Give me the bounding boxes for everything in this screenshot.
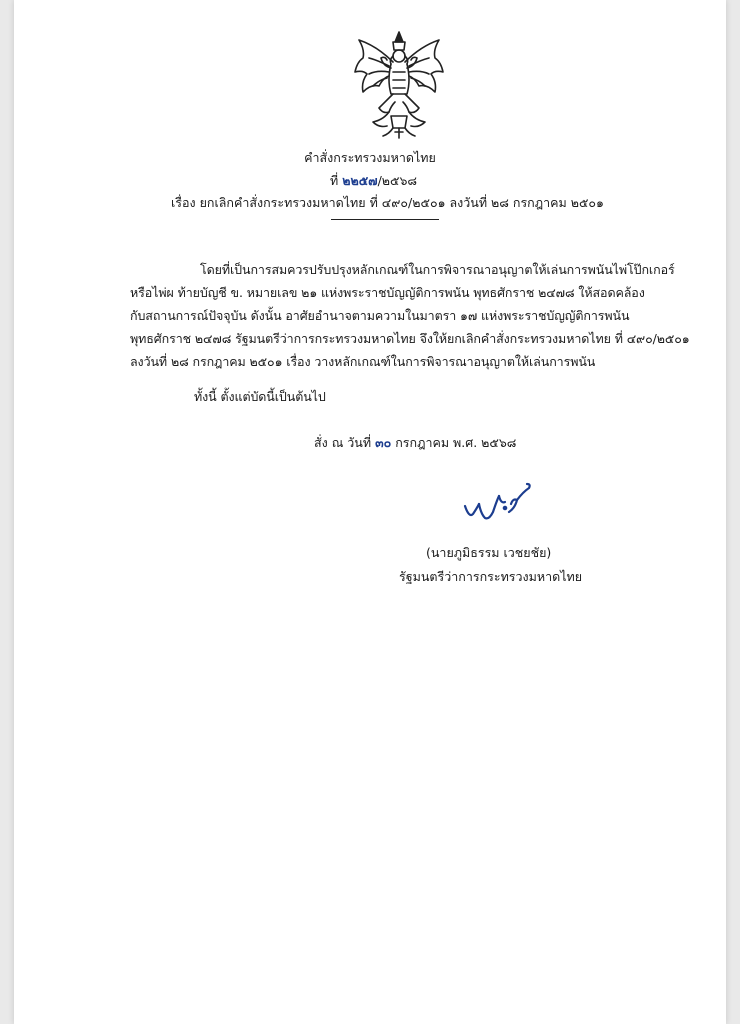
order-number-suffix: /๒๕๖๘ xyxy=(377,173,418,188)
signatory-name: (นายภูมิธรรม เวชยชัย) xyxy=(426,545,552,560)
order-date-suffix: กรกฎาคม พ.ศ. ๒๕๖๘ xyxy=(391,435,517,450)
body-line: พุทธศักราช ๒๔๗๘ รัฐมนตรีว่าการกระทรวงมหาดไทย จึงให้ยกเลิกคำสั่งกระทรวงมหาดไทย ที่ ๔๙๐/๒๕๐๑ xyxy=(130,331,690,346)
order-subject: เรื่อง ยกเลิกคำสั่งกระทรวงมหาดไทย ที่ ๔๙๐/๒๕๐๑ ลงวันที่ ๒๘ กรกฎาคม ๒๕๐๑ xyxy=(171,195,604,210)
garuda-emblem-icon xyxy=(349,28,449,140)
body-line: ลงวันที่ ๒๘ กรกฎาคม ๒๕๐๑ เรื่อง วางหลักเกณฑ์ในการพิจารณาอนุญาตให้เล่นการพนัน xyxy=(130,354,596,369)
closing-statement: ทั้งนี้ ตั้งแต่บัดนี้เป็นต้นไป xyxy=(194,389,326,404)
signatory-position: รัฐมนตรีว่าการกระทรวงมหาดไทย xyxy=(399,569,583,584)
order-date-prefix: สั่ง ณ วันที่ xyxy=(314,435,376,450)
body-line: หรือไพ่ผ ท้ายบัญชี ข. หมายเลข ๒๑ แห่งพระราชบัญญัติการพนัน พุทธศักราช ๒๔๗๘ ให้สอดคล้อง xyxy=(130,285,645,300)
body-line: กับสถานการณ์ปัจจุบัน ดังนั้น อาศัยอำนาจตามความในมาตรา ๑๗ แห่งพระราชบัญญัติการพนัน xyxy=(130,308,630,323)
order-number-handwritten: ๒๒๕๗ xyxy=(342,173,378,188)
order-number-prefix: ที่ xyxy=(330,173,343,188)
body-line: โดยที่เป็นการสมควรปรับปรุงหลักเกณฑ์ในการพิจารณาอนุญาตให้เล่นการพนันไพ่โป๊กเกอร์ xyxy=(200,262,675,277)
document-page xyxy=(14,0,726,1024)
order-date xyxy=(314,437,516,450)
handwritten-signature xyxy=(459,478,539,530)
order-number xyxy=(330,175,417,188)
order-title: คำสั่งกระทรวงมหาดไทย xyxy=(304,150,436,165)
header-divider xyxy=(331,219,439,220)
order-date-day-handwritten: ๓๐ xyxy=(375,435,392,450)
